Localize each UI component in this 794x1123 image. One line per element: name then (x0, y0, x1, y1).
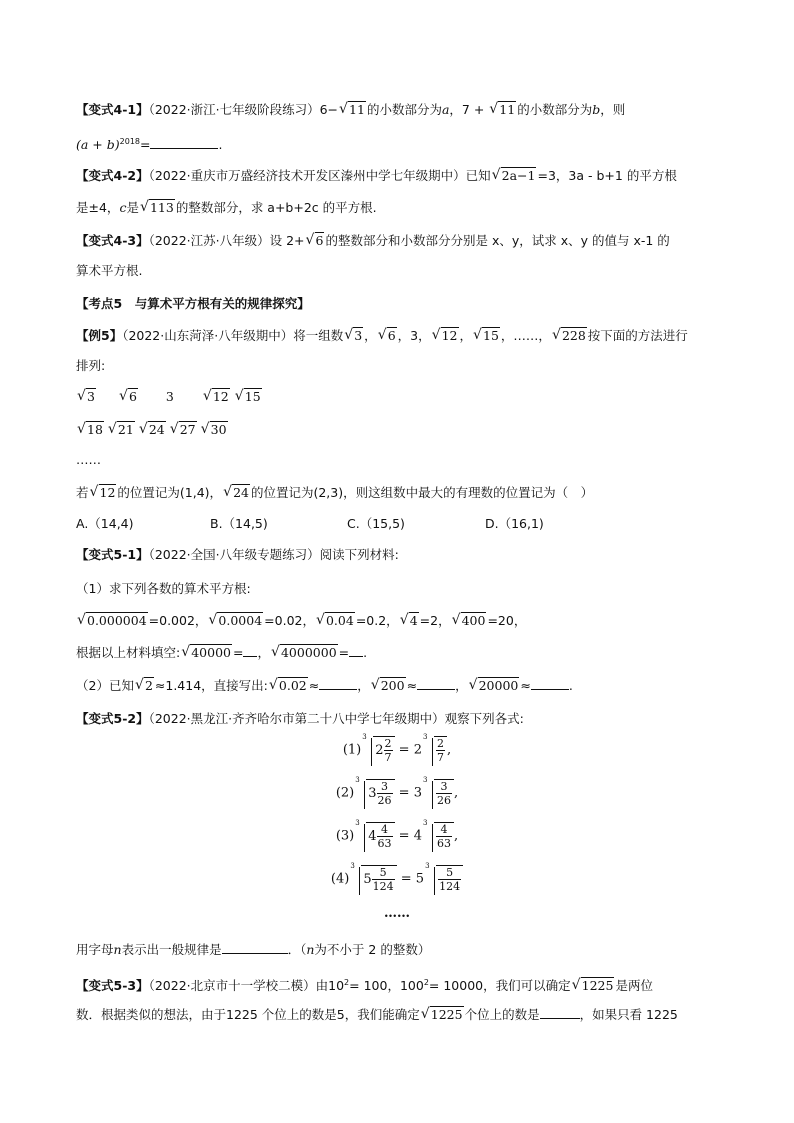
whole: 3 (368, 786, 377, 801)
radicand: 1225 (581, 978, 614, 994)
text: ，……， (500, 328, 551, 343)
text: ， (459, 328, 473, 343)
whole: 4 (368, 829, 377, 844)
denominator: 63 (437, 837, 451, 850)
radical (269, 676, 308, 696)
example-5-line2: 排列: (76, 358, 106, 373)
text: = 10000，我们可以确定 (428, 978, 571, 994)
example-5-line1 (76, 326, 688, 346)
exponent: 2 (423, 978, 429, 987)
text: 的整数部分，求 a+b+2c 的平方根. (175, 200, 377, 215)
text: ．（ (287, 942, 307, 957)
radicand: 400 (461, 613, 486, 628)
text: ≈ (308, 678, 320, 693)
radical (473, 326, 500, 346)
text: ，则 (600, 102, 626, 117)
var-b: b (592, 102, 601, 117)
text: 按下面的方法进行 (587, 328, 688, 343)
text: 用字母 (76, 942, 114, 957)
text: ， (257, 645, 270, 660)
variant-4-1-line2 (76, 132, 222, 155)
radicand: 11 (349, 102, 365, 117)
text: , (454, 828, 459, 844)
variant-tag: 【变式5-3】 (76, 978, 149, 994)
radicand: 113 (149, 200, 174, 215)
denominator: 26 (377, 794, 392, 807)
answer-blank[interactable] (417, 677, 455, 690)
variant-4-2-line2 (76, 198, 377, 218)
text: = (232, 645, 244, 660)
radicand: 30 (210, 422, 227, 437)
radicand: 2 (144, 678, 153, 693)
text: ， (357, 678, 370, 693)
radicand: 20000 (478, 678, 519, 693)
radical (339, 100, 366, 120)
cube-root: 3 3 $\frac{3}{26}$ (354, 779, 394, 807)
radicand: 40000 (191, 645, 231, 660)
example-tag: 【例5】 (76, 328, 123, 343)
value: =20， (487, 613, 527, 628)
answer-blank[interactable] (540, 1006, 580, 1019)
text: 的位置记为(2,3)，则这组数中最大的有理数的位置记为（ ） (250, 485, 594, 500)
exponent: 2 (344, 978, 350, 987)
text: , (447, 742, 452, 758)
text: =3，3a - b+1 的平方根 (537, 168, 677, 183)
option-c[interactable]: C.（15,5) (347, 516, 405, 531)
radicand: 4 (409, 613, 418, 628)
numerator: 5 (438, 866, 461, 880)
text: = (140, 137, 151, 153)
variant-tag: 【变式4-2】 (76, 168, 149, 183)
text: ，3， (397, 328, 431, 343)
cube-root: 3 $\frac{3}{26}$ (422, 779, 454, 807)
text: . (218, 137, 223, 153)
radical (201, 420, 228, 440)
coefficient: 3 (413, 785, 422, 801)
text: 个位上的数是 (464, 1007, 540, 1022)
radicand: 12 (441, 328, 458, 343)
answer-blank[interactable] (222, 941, 288, 954)
exponent: 2018 (119, 137, 140, 146)
radical (90, 483, 117, 503)
text: 的小数部分为 (517, 102, 593, 117)
text: ≈1.414，直接写出: (154, 678, 268, 693)
radical (552, 326, 587, 346)
source: （2022·浙江·七年级阶段练习） (148, 102, 320, 117)
text: 的整数部分和小数部分分别是 x、y，试求 x、y 的值与 x-1 的 (325, 233, 670, 248)
radicand: 24 (148, 422, 165, 437)
text: 算术平方根. (76, 263, 143, 278)
variant-5-3-line1 (76, 973, 653, 996)
text: 为不小于 2 的整数） (314, 942, 431, 957)
variant-4-3-line1 (76, 231, 670, 251)
radical (77, 611, 148, 631)
text: 表示出一般规律是 (121, 942, 222, 957)
var-a: a (441, 102, 450, 117)
variant-4-1-line1 (76, 100, 625, 120)
answer-blank[interactable] (243, 644, 257, 657)
answer-blank[interactable] (531, 677, 569, 690)
text: ， (364, 328, 377, 343)
numerator: 4 (436, 823, 452, 837)
arrangement-row-1 (76, 387, 263, 407)
numerator: 2 (437, 737, 444, 750)
equation-2: (2) 3 3 $\frac{3}{26}$ = 3 3 $\frac{3}{26}$ , (335, 776, 459, 807)
equation-ellipsis: …… (384, 906, 410, 921)
variant-5-1-part1: （1）求下列各数的算术平方根: (76, 581, 251, 596)
equation-3: (3) 3 4 $\frac{4}{63}$ = 4 3 $\frac{4}{63}$ , (335, 819, 459, 850)
radical (77, 387, 96, 407)
source: （2022·北京市十一学校二模）由10 (148, 978, 345, 994)
variant-tag: 【变式4-3】 (76, 233, 149, 248)
topic-5-heading: 【考点5 与算术平方根有关的规律探究】 (76, 296, 310, 311)
numerator: 5 (372, 866, 395, 880)
radical (208, 611, 263, 631)
answer-blank[interactable] (349, 644, 363, 657)
variant-tag: 【变式5-1】 (76, 547, 149, 562)
var-n: n (306, 942, 315, 957)
denominator: 124 (372, 880, 394, 893)
equation-4: (4) 3 5 $\frac{5}{124}$ = 5 3 $\frac{5}{124}$ (0, 865, 794, 893)
text: 的小数部分为 (366, 102, 442, 117)
variant-tag: 【变式5-2】 (76, 711, 149, 726)
radical (316, 611, 355, 631)
radical (223, 483, 250, 503)
coefficient: 2 (413, 742, 422, 758)
radicand: 228 (561, 328, 586, 343)
text: 的位置记为(1,4)， (117, 485, 223, 500)
denominator: 124 (439, 880, 461, 893)
text: 根据以上材料填空: (76, 645, 181, 660)
var-n: n (113, 942, 122, 957)
radicand: 18 (87, 422, 103, 437)
radicand: 6 (315, 233, 324, 248)
radical (421, 1005, 464, 1025)
arrangement-row-2 (76, 420, 229, 440)
variant-5-3-line2 (76, 1005, 678, 1025)
variant-tag: 【变式4-1】 (76, 102, 149, 117)
cube-root: 3 $\frac{4}{63}$ (422, 822, 454, 850)
numerator: 4 (377, 823, 393, 837)
variant-5-1-part2 (76, 676, 573, 696)
text: ， (455, 678, 468, 693)
radicand: 21 (117, 422, 134, 437)
radicand: 3 (87, 389, 95, 404)
denominator: 7 (384, 751, 392, 764)
cube-root: 3 $\frac{5}{124}$ (424, 865, 463, 893)
text: 是两位 (615, 978, 653, 994)
variant-5-2-line1 (76, 709, 524, 729)
cube-root: 3 2 $\frac{2}{7}$ (361, 736, 394, 764)
cube-root: 3 5 $\frac{5}{124}$ (349, 865, 396, 893)
numerator: 3 (436, 780, 452, 794)
radicand: 12 (212, 389, 229, 404)
radical (371, 676, 406, 696)
radicand: 6 (387, 328, 396, 343)
source: （2022·重庆市万盛经济技术开发区溱州中学七年级期中）已知 (148, 168, 491, 183)
radical (135, 676, 154, 696)
source: （2022·江苏·八年级）设 2+ (148, 233, 305, 248)
option-a[interactable]: A.（14,4) (76, 516, 134, 531)
coefficient: 5 (415, 871, 425, 887)
radicand: 6 (128, 389, 137, 404)
source: （2022·山东菏泽·八年级期中）将一组数 (122, 328, 344, 343)
radical (400, 611, 419, 631)
radical (469, 676, 520, 696)
eq-label: (1) (342, 742, 362, 758)
text: 数．根据类似的想法，由于1225 个位上的数是5，我们能确定 (76, 1007, 420, 1022)
text: ≈ (520, 678, 531, 693)
eq-label: (2) (335, 785, 355, 801)
eq-label: (3) (335, 828, 355, 844)
ellipsis: …… (76, 452, 101, 467)
cube-root: 3 $\frac{2}{7}$ (422, 736, 447, 764)
radicand: 200 (380, 678, 405, 693)
denominator: 26 (437, 794, 451, 807)
variant-5-1-line1 (76, 545, 399, 565)
radicand: 2a−1 (501, 168, 536, 183)
option-d[interactable]: D.（16,1) (485, 516, 544, 531)
expr: (a + b) (76, 137, 120, 153)
radical (203, 387, 230, 407)
text: ，如果只看 1225 (579, 1007, 678, 1022)
radicand: 0.02 (278, 678, 307, 693)
source: （2022·全国·八年级专题练习）阅读下列材料: (148, 547, 399, 562)
radical (140, 198, 175, 218)
whole: 2 (375, 743, 384, 758)
text: . (568, 678, 573, 693)
text: = 100，100 (349, 978, 424, 994)
radical (378, 326, 397, 346)
text: = (338, 645, 350, 660)
eq-label: (4) (330, 871, 350, 887)
source: （2022·黑龙江·齐齐哈尔市第二十八中学七年级期中）观察下列各式: (148, 711, 524, 726)
variant-5-1-roots (76, 611, 526, 631)
text: ，7 + (449, 102, 489, 117)
radicand: 0.0004 (218, 613, 263, 628)
radical (344, 326, 363, 346)
radical (170, 420, 197, 440)
radical (572, 976, 615, 996)
radicand: 11 (499, 102, 516, 117)
denominator: 63 (377, 837, 392, 850)
value: =0.2， (355, 613, 399, 628)
radical (235, 387, 262, 407)
radical (139, 420, 166, 440)
equation-1: (1) 3 2 $\frac{2}{7}$ = 2 3 $\frac{2}{7}$ , (342, 733, 452, 764)
text: 是 (126, 200, 139, 215)
variant-4-3-line2 (76, 261, 142, 281)
text: 6− (319, 102, 339, 117)
example-5-question (76, 483, 593, 503)
denominator: 7 (437, 751, 444, 764)
variant-4-2-line1 (76, 166, 677, 186)
radicand: 0.04 (325, 613, 354, 628)
radical (119, 387, 138, 407)
numerator: 3 (377, 780, 393, 794)
radicand: 4000000 (280, 645, 337, 660)
radicand: 24 (233, 485, 249, 500)
radicand: 12 (99, 485, 116, 500)
radical (452, 611, 487, 631)
text: , (454, 785, 459, 801)
radical (306, 231, 325, 251)
radical (489, 100, 516, 120)
text: 是±4， (76, 200, 120, 215)
text: 若 (76, 485, 89, 500)
number: 3 (165, 389, 174, 404)
radical (492, 166, 537, 186)
coefficient: 4 (413, 828, 422, 844)
value: =0.02， (264, 613, 315, 628)
answer-blank[interactable] (319, 677, 357, 690)
radical (432, 326, 459, 346)
variant-5-2-question (76, 940, 430, 960)
radical (77, 420, 104, 440)
text: . (363, 645, 368, 660)
radical (271, 643, 338, 663)
whole: 5 (363, 872, 372, 887)
value: =2， (419, 613, 451, 628)
radicand: 27 (179, 422, 196, 437)
variant-5-1-fill (76, 643, 367, 663)
cube-root: 3 4 $\frac{4}{63}$ (354, 822, 394, 850)
text: （2）已知 (76, 678, 134, 693)
radicand: 15 (244, 389, 261, 404)
value: =0.002， (148, 613, 208, 628)
text: ≈ (406, 678, 418, 693)
radicand: 15 (483, 328, 499, 343)
radical (181, 643, 232, 663)
radicand: 1225 (430, 1007, 463, 1022)
radicand: 0.000004 (87, 613, 147, 628)
option-b[interactable]: B.（14,5) (210, 516, 268, 531)
radical (108, 420, 135, 440)
var-c: c (119, 200, 127, 215)
radicand: 3 (354, 328, 363, 343)
answer-blank[interactable] (150, 136, 218, 149)
numerator: 2 (384, 737, 392, 750)
